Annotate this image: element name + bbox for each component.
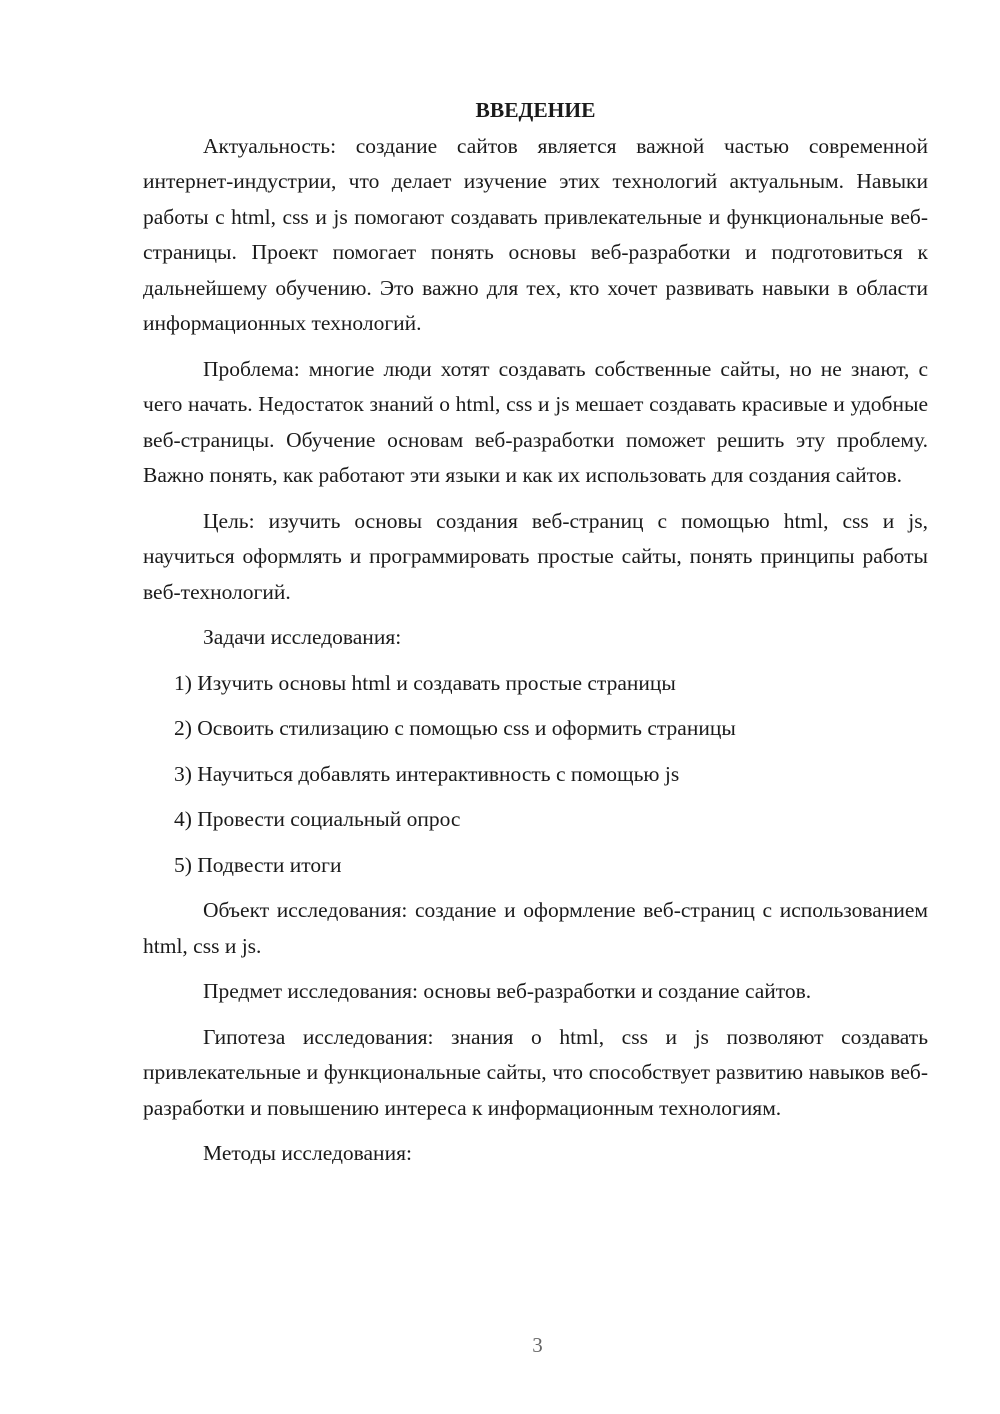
paragraph-object: Объект исследования: создание и оформление веб-страниц с использованием html, css и js. bbox=[143, 898, 928, 958]
tasks-label: Задачи исследования: bbox=[203, 625, 402, 649]
list-item: 2) Освоить стилизацию с помощью css и оформить страницы bbox=[174, 716, 736, 740]
list-item: 5) Подвести итоги bbox=[174, 852, 342, 877]
list-item: 1) Изучить основы html и создавать простые страницы bbox=[174, 670, 676, 695]
tasks-list bbox=[143, 666, 928, 884]
paragraph-hypothesis: Гипотеза исследования: знания о html, css и js позволяют создавать привлекательные и функциональные сайты, что способствует развитию навыков веб-разработки и повышению интереса к информационным технологиям. bbox=[143, 1024, 928, 1120]
document-page bbox=[143, 90, 928, 1182]
paragraph-problem: Проблема: многие люди хотят создавать собственные сайты, но не знают, с чего начать. Недостаток знаний о html, css и js мешает создавать красивые и удобные веб-страницы. Обучение основам веб-разработки поможет решить эту проблему. Важно понять, как работают эти языки и как их использовать для создания сайтов. bbox=[143, 356, 928, 487]
list-item: 3) Научиться добавлять интерактивность с помощью js bbox=[174, 761, 680, 786]
paragraph-subject: Предмет исследования: основы веб-разработки и создание сайтов. bbox=[203, 979, 812, 1003]
paragraph-methods: Методы исследования: bbox=[203, 1141, 412, 1165]
list-item: 4) Провести социальный опрос bbox=[174, 807, 461, 831]
paragraph-relevance: Актуальность: создание сайтов является важной частью современной интернет-индустрии, что делает изучение этих технологий актуальным. Навыки работы с html, css и js помогают создавать привлекательные и функциональные веб-страницы. Проект помогает понять основы веб-разработки и подготовиться к дальнейшему обучению. Это важно для тех, кто хочет развивать навыки в области информационных технологий. bbox=[143, 133, 928, 335]
page-number: 3 bbox=[532, 1333, 543, 1357]
paragraph-goal: Цель: изучить основы создания веб-страниц с помощью html, css и js, научиться оформлять и программировать простые сайты, понять принципы работы веб-технологий. bbox=[143, 508, 928, 604]
page-title: ВВЕДЕНИЕ bbox=[475, 98, 596, 122]
